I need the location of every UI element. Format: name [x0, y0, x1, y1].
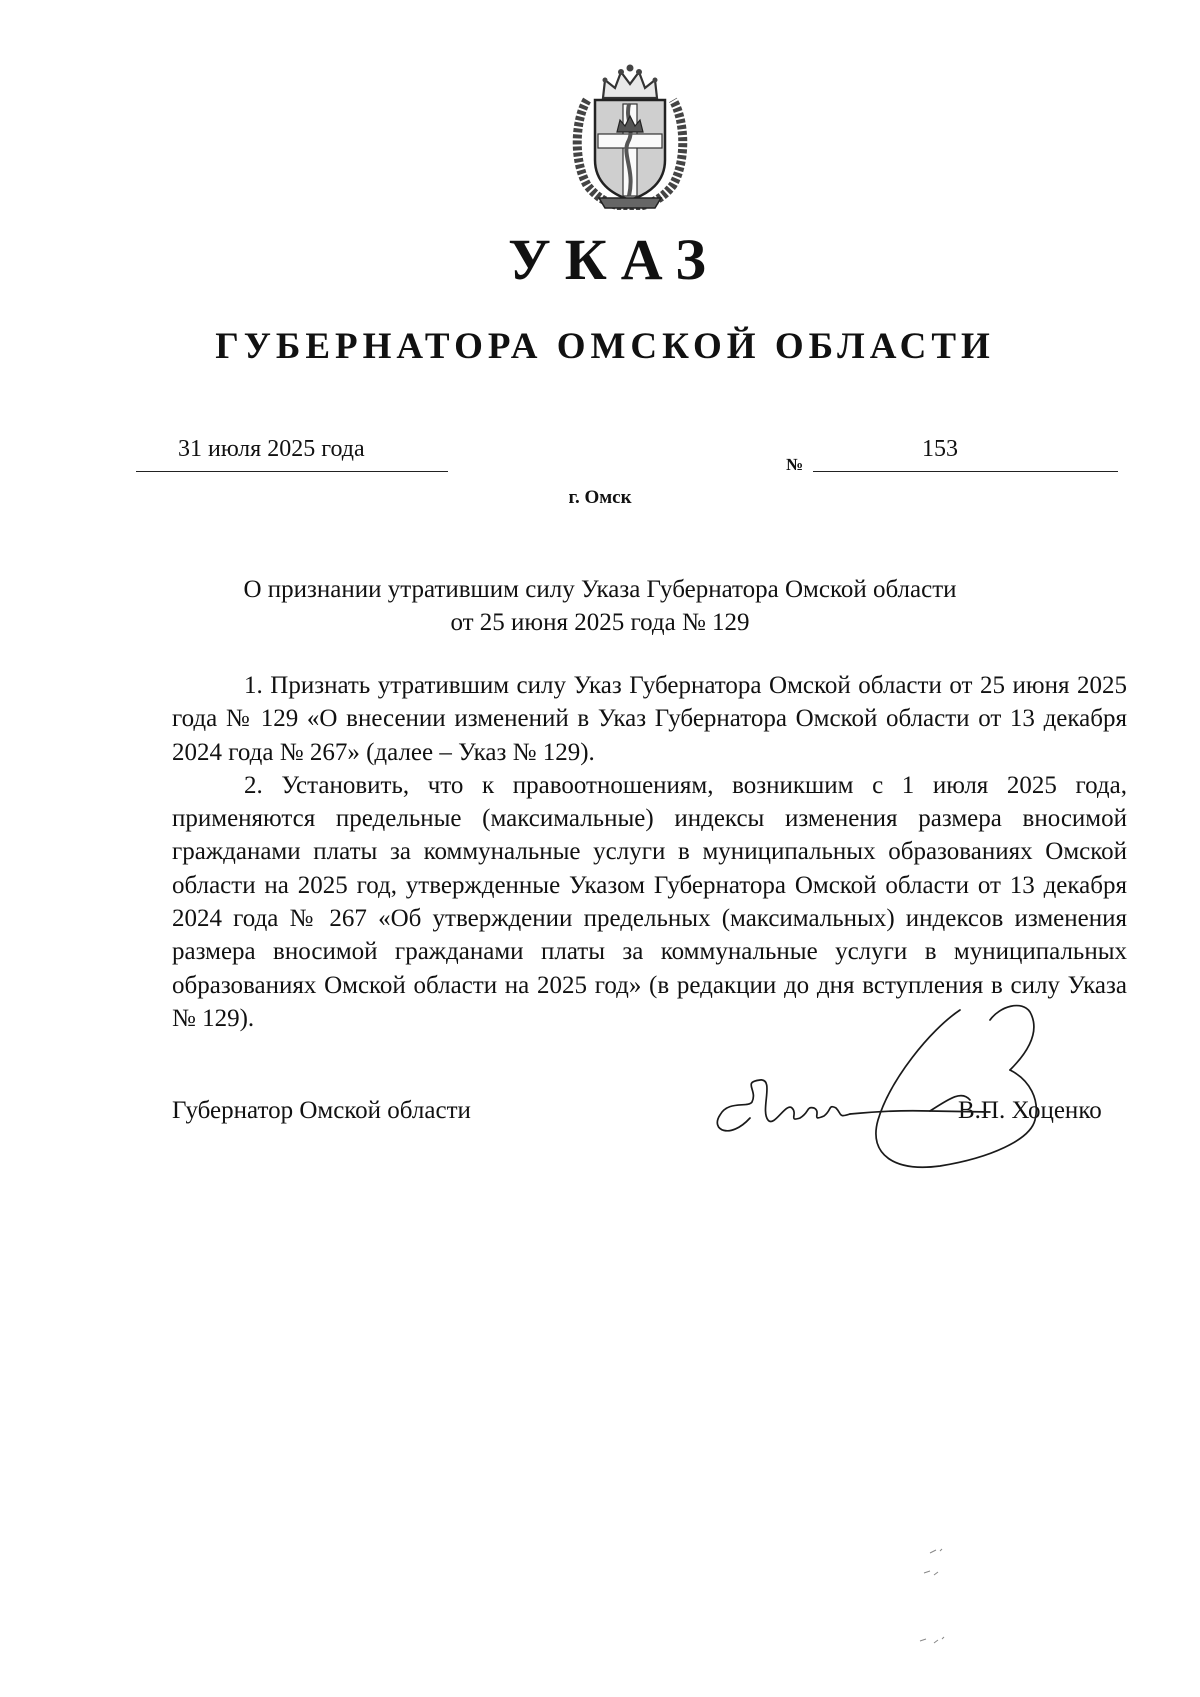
paragraph-1: 1. Признать утратившим силу Указ Губернатора Омской области от 25 июня 2025 года № 129 «О внесении изменений в Указ Губернатора Омской области от 13 декабря 2024 года № 267» (далее – Указ № 129). [172, 672, 1127, 766]
signatory-position: Губернатор Омской области [172, 1097, 471, 1124]
paragraph-2: 2. Установить, что к правоотношениям, возникшим с 1 июля 2025 года, применяются предельные (максимальные) индексы изменения размера вносимой гражданами платы за коммунальные услуги в муниципальных образованиях Омской области на 2025 год, утвержденные Указом Губернатора Омской области от 13 декабря 2024 года № 267 «Об утверждении предельных (максимальных) индексов изменения размера вносимой гражданами платы за коммунальные услуги в муниципальных образованиях Омской области на 2025 год» (в редакции до дня вступления в силу Указа № 129). [172, 771, 1127, 1032]
city-label: г. Омск [568, 487, 632, 508]
decree-body [172, 669, 1127, 1035]
issuer-title: ГУБЕРНАТОРА ОМСКОЙ ОБЛАСТИ [215, 326, 995, 367]
number-underline [813, 471, 1118, 472]
document-date: 31 июля 2025 года [178, 436, 365, 462]
document-number: 153 [922, 436, 958, 462]
coat-of-arms-emblem [565, 60, 695, 210]
scan-specks [900, 1545, 980, 1655]
number-sign-label: № [786, 455, 804, 474]
signatory-name: В.П. Хоценко [958, 1097, 1102, 1124]
date-underline [136, 471, 448, 472]
document-type-title: УКАЗ [508, 227, 720, 292]
subject-line-1: О признании утратившим силу Указа Губернатора Омской области [243, 576, 957, 603]
handwritten-signature [700, 990, 1080, 1180]
subject-line-2: от 25 июня 2025 года № 129 [450, 609, 750, 636]
